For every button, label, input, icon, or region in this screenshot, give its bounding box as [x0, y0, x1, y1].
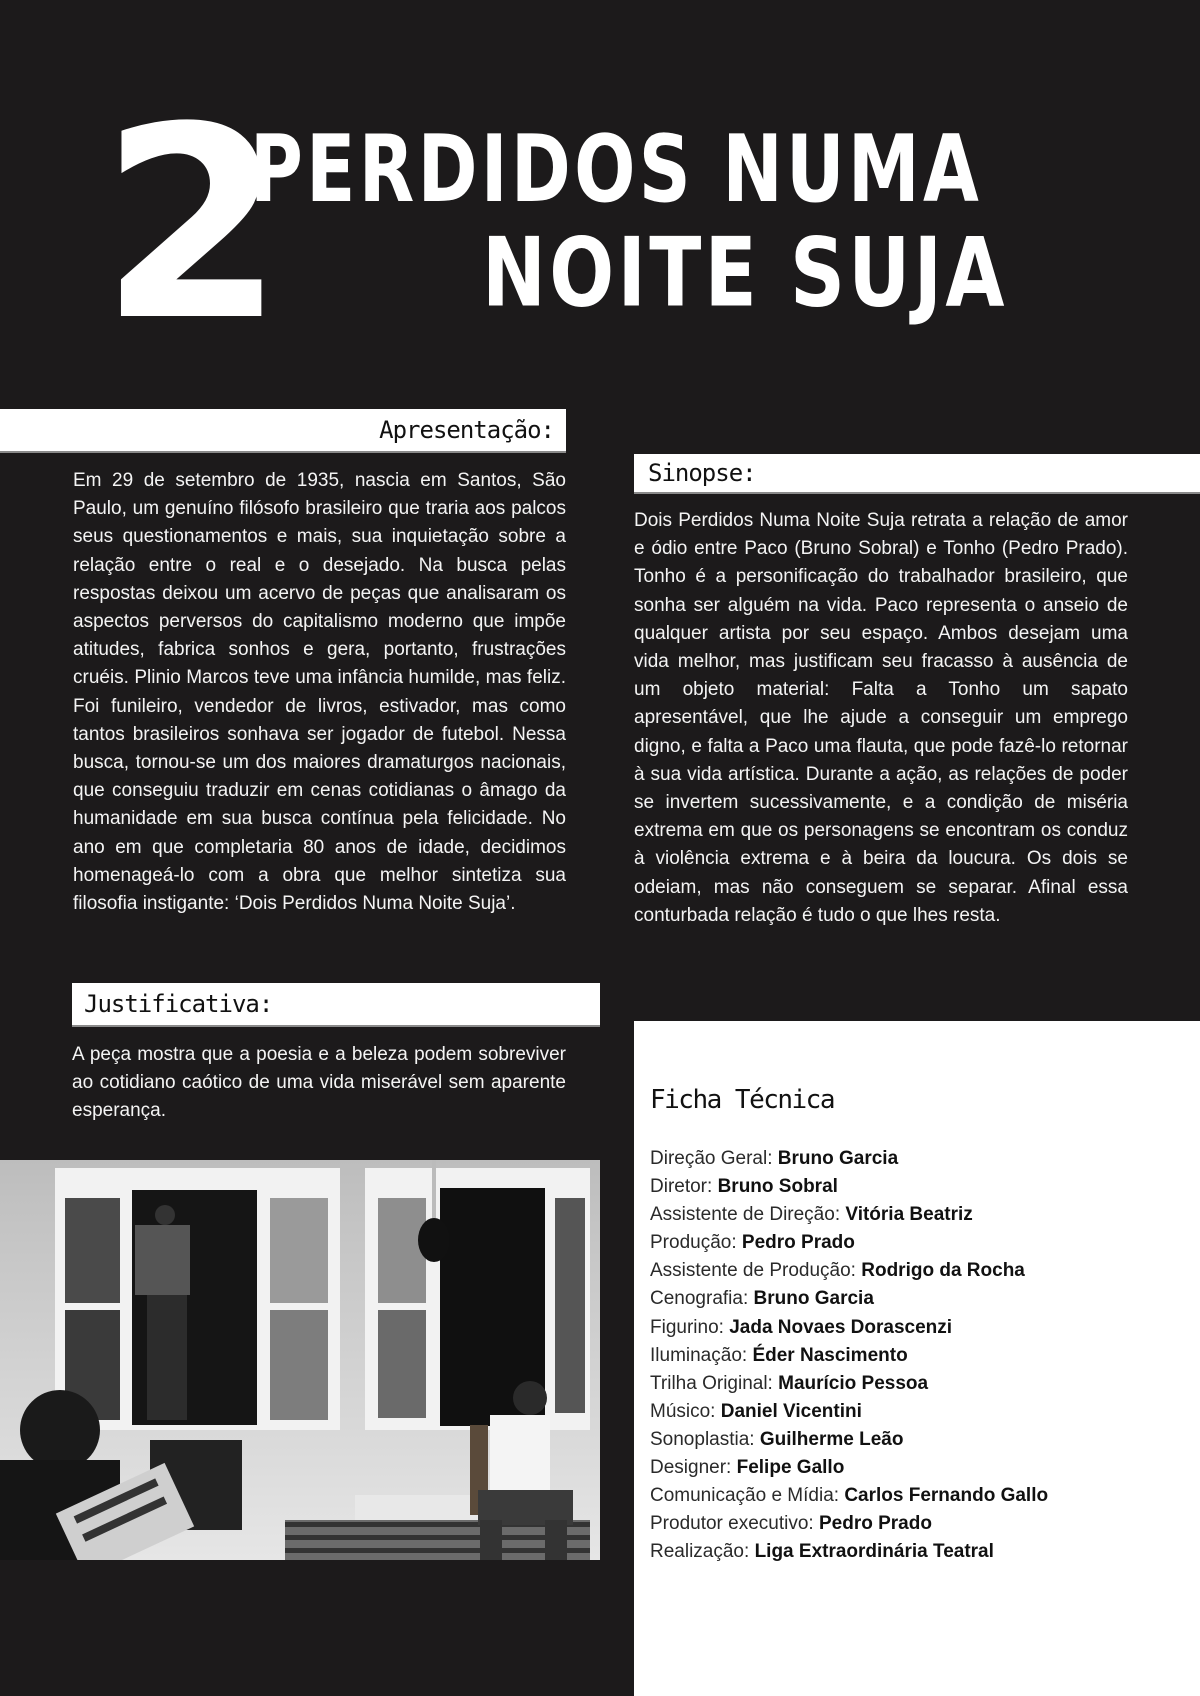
credit-name: Daniel Vicentini	[720, 1400, 862, 1422]
apresentacao-heading: Apresentação:	[379, 416, 554, 444]
justificativa-heading: Justificativa:	[84, 990, 273, 1018]
credit-item	[650, 1145, 1190, 1173]
credit-role: Designer:	[650, 1457, 732, 1479]
credit-role: Comunicação e Mídia:	[650, 1485, 840, 1507]
sinopse-heading: Sinopse:	[648, 459, 756, 487]
credit-item	[650, 1482, 1190, 1510]
justificativa-heading-bar	[72, 983, 600, 1025]
credit-role: Iluminação:	[650, 1344, 748, 1366]
credit-item	[650, 1314, 1190, 1342]
credit-role: Assistente de Direção:	[650, 1204, 841, 1226]
credit-role: Realização:	[650, 1541, 750, 1563]
credit-item	[650, 1173, 1190, 1201]
credit-role: Produtor executivo:	[650, 1513, 814, 1535]
credit-name: Rodrigo da Rocha	[861, 1260, 1025, 1282]
credit-item	[650, 1229, 1190, 1257]
credit-role: Diretor:	[650, 1176, 713, 1198]
credit-role: Direção Geral:	[650, 1148, 773, 1169]
credit-item	[650, 1538, 1190, 1566]
apresentacao-heading-bar	[0, 409, 566, 451]
credit-name: Pedro Prado	[741, 1232, 855, 1254]
credit-role: Figurino:	[650, 1316, 730, 1338]
title-line-1: PERDIDOS NUMA	[250, 115, 983, 224]
title-line-2: NOITE SUJA	[482, 217, 1008, 329]
credit-role: Cenografia:	[650, 1288, 749, 1310]
credit-name: Carlos Fernando Gallo	[844, 1485, 1049, 1507]
ficha-tecnica-title: Ficha Técnica	[650, 1085, 834, 1115]
credit-item	[650, 1285, 1190, 1313]
credits-list	[650, 1145, 1190, 1566]
credit-item	[650, 1201, 1190, 1229]
credit-name: Felipe Gallo	[736, 1457, 845, 1479]
credit-role: Produção:	[650, 1232, 737, 1254]
credit-name: Bruno Garcia	[753, 1288, 874, 1310]
sinopse-heading-bar	[634, 454, 1200, 492]
credit-item	[650, 1398, 1190, 1426]
credit-item	[650, 1370, 1190, 1398]
stage-photo-illustration	[0, 1160, 600, 1560]
credit-role: Assistente de Produção:	[650, 1260, 856, 1282]
stage-photo	[0, 1160, 600, 1560]
title-number: 2	[100, 71, 277, 379]
credit-item	[650, 1426, 1190, 1454]
credit-item	[650, 1257, 1190, 1285]
credit-role: Sonoplastia:	[650, 1428, 755, 1450]
credit-name: Vitória Beatriz	[845, 1204, 973, 1226]
poster-title	[100, 71, 1110, 379]
credit-name: Liga Extraordinária Teatral	[754, 1541, 994, 1563]
apresentacao-text: Em 29 de setembro de 1935, nascia em Santos, São Paulo, um genuíno filósofo brasileiro que traria aos palcos seus questionamentos e mais, sua inquietação sobre a relação entre o real e o desejado. Na busca pelas respostas deixou um acervo de peças que analisaram os aspectos perversos do capitalismo moderno que impõe atitudes, fabrica sonhos e gera, portanto, frustrações cruéis. Plinio Marcos teve uma infância humilde, mas feliz. Foi funileiro, vendedor de livros, estivador, mas como tantos brasileiros sonhava ser jogador de futebol. Nessa busca, tornou-se um dos maiores dramaturgos nacionais, que conseguiu traduzir em cenas cotidianas o âmago da humanidade em sua busca contínua pela felicidade. No ano em que completaria 80 anos de idade, decidimos homenageá-lo com a obra que melhor sintetiza sua filosofia instigante: ‘Dois Perdidos Numa Noite Suja’.	[73, 470, 566, 915]
credit-item	[650, 1454, 1190, 1482]
credit-name: Bruno Garcia	[777, 1148, 899, 1169]
credit-name: Bruno Sobral	[717, 1176, 838, 1198]
credit-item	[650, 1342, 1190, 1370]
ficha-tecnica-panel	[634, 1021, 1200, 1696]
justificativa-text: A peça mostra que a poesia e a beleza podem sobreviver ao cotidiano caótico de uma vida miserável sem aparente esperança.	[72, 1044, 566, 1122]
credit-item	[650, 1510, 1190, 1538]
credit-role: Trilha Original:	[650, 1372, 773, 1394]
credit-role: Músico:	[650, 1400, 716, 1422]
credit-name: Guilherme Leão	[759, 1428, 904, 1450]
credit-name: Éder Nascimento	[752, 1344, 908, 1366]
credit-name: Jada Novaes Dorascenzi	[729, 1316, 953, 1338]
sinopse-text: Dois Perdidos Numa Noite Suja retrata a relação de amor e ódio entre Paco (Bruno Sobral) e Tonho (Pedro Prado). Tonho é a personificação do trabalhador brasileiro, que sonha ser alguém na vida. Paco representa o anseio de qualquer artista por seu espaço. Ambos desejam uma vida melhor, mas justificam seu fracasso à ausência de um objeto material: Falta a Tonho um sapato apresentável, que lhe ajude a conseguir um emprego digno, e falta a Paco uma flauta, que pode fazê-lo retornar à sua vida artística. Durante a ação, as relações de poder se invertem sucessivamente, e a condição de miséria extrema em que os personagens se encontram os conduz à violência extrema e à beira da loucura. Os dois se odeiam, mas não conseguem se separar. Afinal essa conturbada relação é tudo o que lhes resta.	[634, 510, 1128, 926]
credit-name: Maurício Pessoa	[778, 1372, 929, 1394]
credit-name: Pedro Prado	[818, 1513, 932, 1535]
